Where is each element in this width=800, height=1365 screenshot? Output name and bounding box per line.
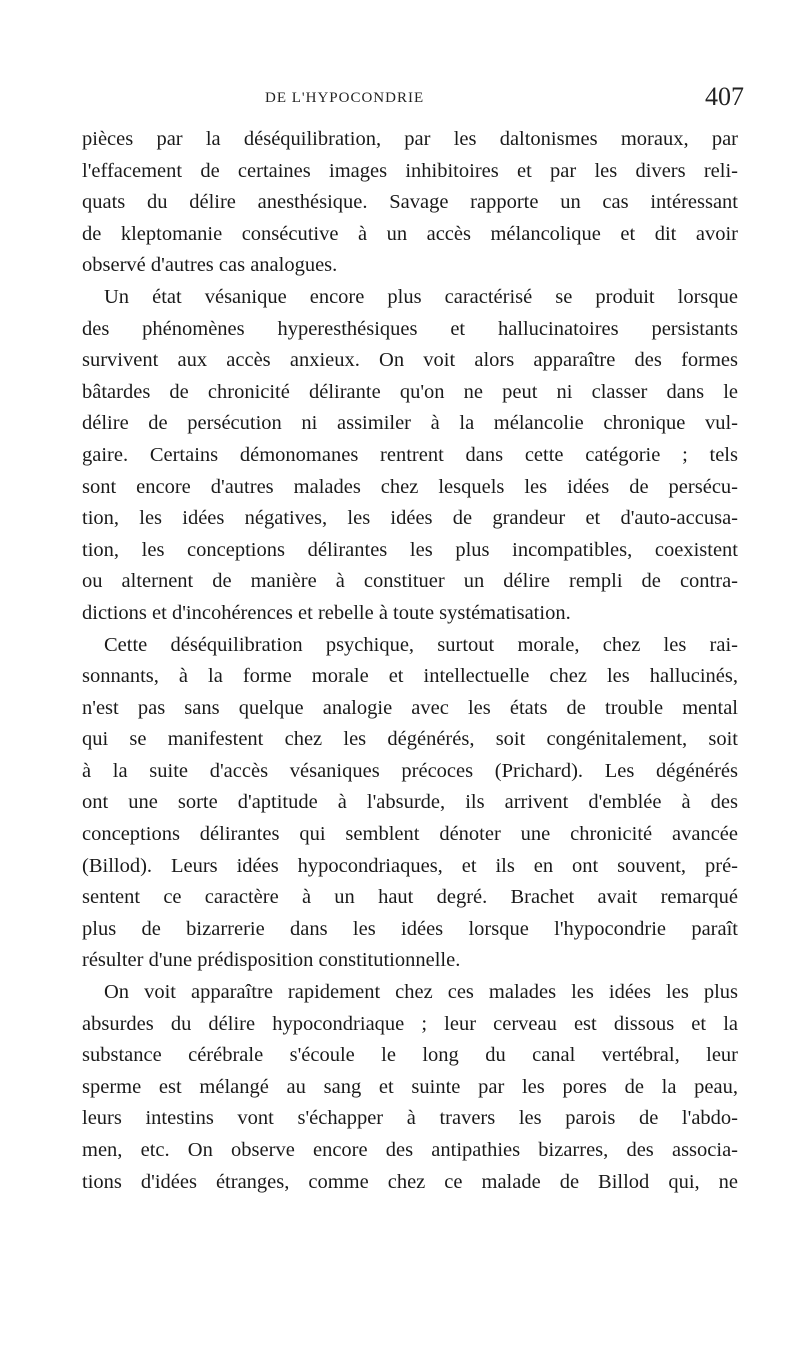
text-line: sont encore d'autres malades chez lesquels les idées de persécu- [82, 475, 738, 498]
text-line: On voit apparaître rapidement chez ces malades les idées les plus [104, 981, 738, 1004]
text-line: sperme est mélangé au sang et suinte par les pores de la peau, [82, 1075, 738, 1098]
text-line: qui se manifestent chez les dégénérés, soit congénitalement, soit [82, 728, 738, 751]
page-header [0, 82, 800, 122]
text-line: pièces par la déséquilibration, par les daltonismes moraux, par [82, 128, 738, 150]
page-number: 407 [705, 82, 744, 111]
text-line: men, etc. On observe encore des antipathies bizarres, des associa- [82, 1139, 738, 1161]
text-line: sonnants, à la forme morale et intellectuelle chez les hallucinés, [82, 665, 738, 688]
running-head: DE L'HYPOCONDRIE [265, 90, 425, 106]
text-line: substance cérébrale s'écoule le long du canal vertébral, leur [82, 1044, 738, 1067]
text-line: à la suite d'accès vésaniques précoces (Prichard). Les dégénérés [82, 759, 738, 782]
text-line: absurdes du délire hypocondriaque ; leur cerveau est dissous et la [82, 1012, 738, 1035]
text-line: l'effacement de certaines images inhibitoires et par les divers reli- [82, 159, 738, 182]
text-line: résulter d'une prédisposition constitutionnelle. [82, 949, 461, 972]
text-line: tion, les idées négatives, les idées de grandeur et d'auto-accusa- [82, 507, 738, 530]
text-line: tions d'idées étranges, comme chez ce malade de Billod qui, ne [82, 1170, 738, 1193]
text-line: bâtardes de chronicité délirante qu'on ne peut ni classer dans le [82, 380, 738, 403]
text-line: délire de persécution ni assimiler à la mélancolie chronique vul- [82, 412, 738, 435]
text-line: ou alternent de manière à constituer un délire rempli de contra- [82, 570, 738, 593]
text-line: Un état vésanique encore plus caractérisé se produit lorsque [104, 285, 738, 308]
text-line: Cette déséquilibration psychique, surtout morale, chez les rai- [104, 633, 738, 656]
text-line: n'est pas sans quelque analogie avec les états de trouble mental [82, 696, 738, 719]
text-line: quats du délire anesthésique. Savage rapporte un cas intéressant [82, 191, 738, 214]
text-line: survivent aux accès anxieux. On voit alors apparaître des formes [82, 349, 738, 372]
text-line: leurs intestins vont s'échapper à travers les parois de l'abdo- [82, 1107, 738, 1130]
text-line: dictions et d'incohérences et rebelle à toute systématisation. [82, 601, 571, 624]
text-line: observé d'autres cas analogues. [82, 254, 338, 277]
text-line: de kleptomanie consécutive à un accès mélancolique et dit avoir [82, 222, 738, 245]
text-line: (Billod). Leurs idées hypocondriaques, et ils en ont souvent, pré- [82, 854, 738, 877]
text-line: gaire. Certains démonomanes rentrent dans cette catégorie ; tels [82, 443, 738, 466]
text-line: sentent ce caractère à un haut degré. Brachet avait remarqué [82, 886, 738, 909]
body-text [82, 124, 738, 1198]
text-line: tion, les conceptions délirantes les plus incompatibles, coexistent [82, 538, 738, 561]
text-line: ont une sorte d'aptitude à l'absurde, ils arrivent d'emblée à des [82, 791, 738, 814]
text-line: des phénomènes hyperesthésiques et hallucinatoires persistants [82, 317, 738, 340]
text-line: conceptions délirantes qui semblent dénoter une chronicité avancée [82, 823, 738, 846]
text-line: plus de bizarrerie dans les idées lorsque l'hypocondrie paraît [82, 917, 738, 940]
